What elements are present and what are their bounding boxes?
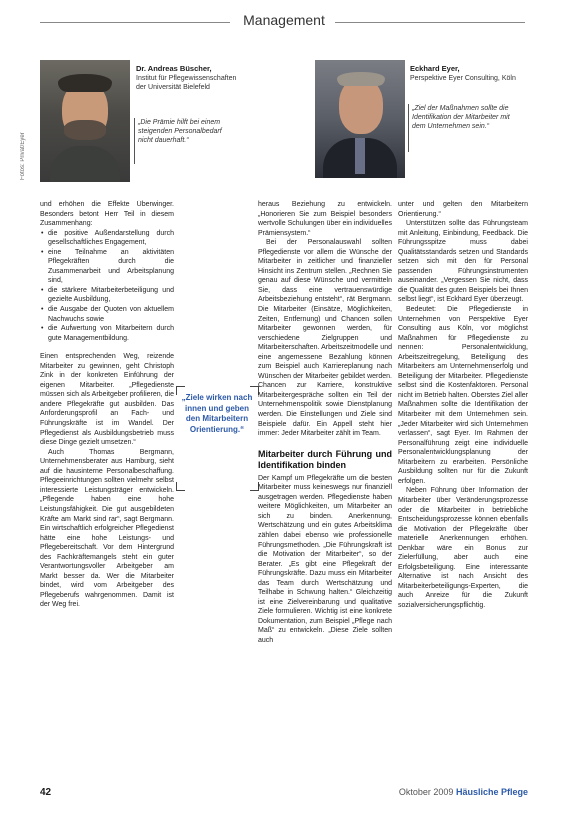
person1-quote: „Die Prämie hilft bei einem steigenden Personalbedarf nicht dauerhaft.“ <box>138 119 222 144</box>
col1-paragraph-1: Einen entsprechenden Weg, reizende Mitarbeiter zu gewinnen, geht Christoph Zink in der konkreten Einführung der eigenen Mitarbeiter. „Pflegedienste müssen sich als Arbeitgeber profilieren, die andere Pflegekräfte gut ausbilden. Das Anforderungsprofil an Fach- und Führungskräfte ist im Wandel. Der Pflegedienst als Ausbildungsbetrieb muss diese Dinge gezielt umsetzen.“ <box>40 353 174 447</box>
col3-paragraph-2: Unterstützen sollte das Führungsteam mit Anleitung, Einbindung, Feedback. Die Führungsspitze muss dabei Qualitätsstandards setzen und Standards setzen sich mit den für Personal passenden Führungsinstrumenten auseinander. „Vergessen Sie nicht, dass die Qualität des guten Beispiels bei Ihnen selbst liegt“, ist Eckhard Eyer überzeugt. <box>398 220 528 304</box>
pull-quote <box>180 393 254 435</box>
col2-paragraph-1: heraus Beziehung zu entwickeln. „Honorieren Sie zum Beispiel besonders wertvolle Schulungen über ein individuelles Prämiensystem.“ <box>258 201 392 237</box>
col3-paragraph-3: Bedeutet: Die Pflegedienste in Unternehmen von Perspektive Eyer Consulting aus Köln, vor möglichst Maßnahmen für Pflegedienste zu nennen: Personalentwicklung, Arbeitszeitregelung, Beteiligung des Mitarbeiters am Unternehmenserfolg und Beteiligung der Mitarbeiter. Pflegedienste selbst sind die Kostenfaktoren. Personal nicht im Betrieb halten. Oberstes Ziel aller Maßnahmen sollte die Identifikation der Mitarbeiter mit dem Unternehmen sein. „Jeder Mitarbeiter wird sich Unternehmen verlassen“, sagt Eyer. Im Rahmen der Personalführung zeigt eine individuelle Personalentwicklungsplanung der Mitarbeitern zu erarbeiten. Persönliche Ausbildung sollten nur für die Zukunft erfolgen. <box>398 306 528 485</box>
col1-intro: und erhöhen die Effekte Überwinger. Besonders betont Herr Teil in diesem Zusammenhang: <box>40 201 174 228</box>
photo-credit: Fotos: Privat/Eyer <box>20 132 26 180</box>
col2-paragraph-2: Bei der Personalauswahl sollten Pflegedienste vor allem die Wünsche der Mitarbeiter in zeitlicher und finanzieller Hinsicht ins Zentrum stellen. „Rechnen Sie genau auf diese Wünsche und vermitteln Sie, dass eine vertrauenswürdige Arbeitsbeziehung entsteht“, rät Bergmann. Die Mitarbeiter (Einsätze, Möglichkeiten, Zeiten, Entfernung) und Chancen sollen Mitarbeiter gewonnen werden, für verschiedene Zielgruppen und Mitarbeiterschaften. Arbeitszeitmodelle und eine angemessene Bezahlung können zum Beispiel auch Karriereplanung nach Wünschen der Mitarbeiter gebildet werden. Chancen zur Karriere, konstruktive Mitarbeitergespräche sollten ein Teil der Unternehmenspolitik sowie Dienstplanung werden. Die Einstellungen und Ziele sind Beispiele dafür. Ein Appell steht hier immer: Jeder Mitarbeiter zählt im Team. <box>258 239 392 438</box>
portrait-photo-buescher <box>40 60 130 182</box>
col1-paragraph-2: Auch Thomas Bergmann, Unternehmensberater aus Hamburg, sieht auf die hausinterne Personalbeschaffung. Pflegeeinrichtungen sollten vielmehr selbst interessierte Leistungsträger entwickeln. „Pflegende haben eine hohe Leistungsfähigkeit. Die gut ausgebildeten Kräfte am Markt sind rar“, sagt Bergmann. Ein wirtschaftlich erfolgreicher Pflegedienst hätte eine hohe Leistungs- und Pflegebereitschaft. Vor dem Hintergrund des Fachkräftemangels steht ein guter Verantwortungsvoller Arbeitgeber am Markt besser da. Wer die Mitarbeiter bindet, wird vom Arbeitgeber des Pflegeberufs wahrgenommen. Damit ist der Weg frei. <box>40 448 174 609</box>
col1-bullet: • die stärkere Mitarbeiterbeteiligung und gezielte Ausbildung, <box>40 286 174 305</box>
portrait-photo-eyer <box>315 60 405 178</box>
col1-bullet: • die Aufwertung von Mitarbeitern durch gute Managementbildung. <box>40 324 174 343</box>
col1-bullet: • die positive Außendarstellung durch gesellschaftliches Engagement, <box>40 229 174 248</box>
section-title: Management <box>243 12 325 28</box>
quote-bar-2 <box>408 104 409 152</box>
person2-affiliation: Perspektive Eyer Consulting, Köln <box>410 75 516 82</box>
pull-quote-corner-bl <box>176 482 185 491</box>
article-column-2 <box>258 200 392 778</box>
magazine-name: Häusliche Pflege <box>455 787 528 797</box>
issue-date: Oktober 2009 <box>398 787 454 797</box>
person1-name: Dr. Andreas Büscher, <box>136 64 212 73</box>
col1-bullet: • eine Teilnahme an aktivitäten Pflegekräften durch die Zusammenarbeit und Arbeitsplanung sind, <box>40 248 174 286</box>
pull-quote-text: „Ziele wirken nach innen und geben den Mitarbeitern Orientierung.“ <box>181 393 253 434</box>
col1-bullet: • die Ausgabe der Quoten von aktuellem Nachwuchs sowie <box>40 305 174 324</box>
person2-quote: „Ziel der Maßnahmen sollte die Identifikation der Mitarbeiter mit dem Unternehmen sein.“ <box>412 105 510 130</box>
footer-issue <box>380 787 528 797</box>
page-number: 42 <box>40 787 52 798</box>
col3-paragraph-1: unter und gelten den Mitarbeitern Orientierung.“ <box>398 201 528 218</box>
pull-quote-corner-tl <box>176 386 185 395</box>
col3-paragraph-4: Neben Führung über Information der Mitarbeiter über Veränderungsprozesse oder die Mitarbeiter in betriebliche Entscheidungsprozesse können ebenfalls die Motivation der Pflegekräfte über materielle Anerkennungen erhöhen. Denkbar wäre ein Bonus zur Zielerfüllung, aber auch eine Erfolgsbeteiligung. Eine interessante Alternative ist nach Ansicht des Mitarbeiterbeteiligungs-Experten, die auch Anreize für die Zukunft sozialversicherungspflichtig. <box>398 487 528 609</box>
article-column-3 <box>398 200 528 778</box>
quote-bar-1 <box>134 118 135 164</box>
article-column-1 <box>40 200 174 778</box>
section-heading: Mitarbeiter durch Führung und Identifikation binden <box>258 448 392 470</box>
header-divider-left <box>40 22 230 23</box>
header-divider-right <box>335 22 525 23</box>
person2-name: Eckhard Eyer, <box>410 64 460 73</box>
col2-paragraph-3: Der Kampf um Pflegekräfte um die besten Mitarbeiter muss keineswegs nur finanziell ausgetragen werden. Pflegedienste haben weitere Möglichkeiten, um Mitarbeiter an sich zu binden. Anerkennung, Wertschätzung und ein gutes Arbeitsklima zählen dabei ebenso wie professionelle Führungsmethoden. „Die Führungskraft ist die Motivation der Mitarbeiter“, so der Berater. „Es gibt eine Pflegekraft der Führungskräfte. Dazu muss ein Mitarbeiter das Team durch Wertschätzung und Teilhabe in Schwung halten.“ Gleichzeitig ist eine Zielvereinbarung und qualitative Ziele formulieren. Wichtig ist eine konkrete Dokumentation, zum Beispiel „Pflege nach Maß“ zu entwickeln. „Diese Ziele sollten auch <box>258 474 392 644</box>
person1-affiliation: Institut für Pflegewissenschaften der Universität Bielefeld <box>136 75 237 91</box>
